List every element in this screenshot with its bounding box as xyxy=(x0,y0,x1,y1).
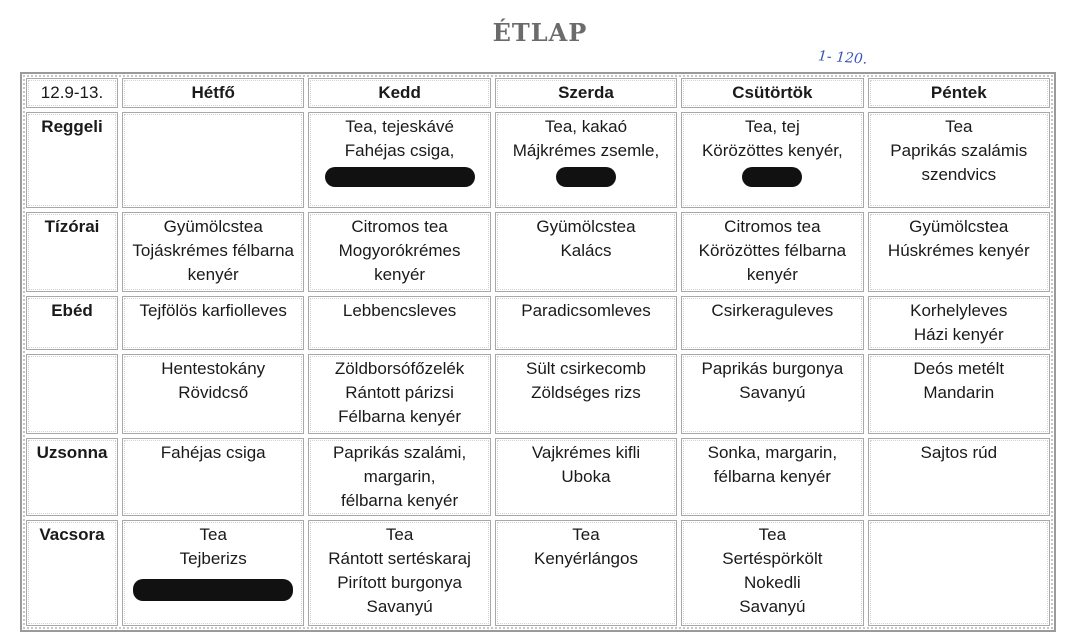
menu-item: Citromos tea xyxy=(351,217,448,236)
meal-row-lunch xyxy=(26,296,1050,350)
menu-item: Sertéspörkölt xyxy=(722,549,823,568)
menu-table xyxy=(20,72,1056,632)
menu-item: Tea xyxy=(758,525,787,544)
meal-row-breakfast xyxy=(26,112,1050,208)
menu-cell-monday xyxy=(122,212,304,292)
menu-item: Tea xyxy=(572,525,600,544)
menu-item: Savanyú xyxy=(739,597,806,616)
menu-item: Citromos tea xyxy=(724,217,821,236)
menu-item: Rövidcső xyxy=(178,383,249,402)
menu-item: Tea xyxy=(385,525,414,544)
redaction-mark xyxy=(325,167,475,187)
menu-item: Körözöttes félbarna xyxy=(698,241,847,260)
menu-item: Vajkrémes kifli xyxy=(531,443,641,462)
meal-label: Reggeli xyxy=(26,112,118,208)
menu-item: Tejberizs xyxy=(179,549,247,568)
menu-item: szendvics xyxy=(921,165,997,184)
day-header-friday: Péntek xyxy=(868,78,1050,108)
menu-cell-wednesday xyxy=(495,212,677,292)
menu-item: Paprikás burgonya xyxy=(701,359,844,378)
menu-cell-tuesday xyxy=(308,112,490,208)
menu-item: félbarna kenyér xyxy=(713,467,831,486)
menu-item: Zöldborsófőzelék xyxy=(334,359,465,378)
menu-cell-monday xyxy=(122,112,304,208)
redaction-mark xyxy=(556,167,616,187)
menu-cell-friday xyxy=(868,296,1050,350)
menu-item: Mogyorókrémes xyxy=(338,241,461,260)
menu-item: Sült csirkecomb xyxy=(525,359,646,378)
menu-item: Kalács xyxy=(560,241,612,260)
redaction-mark xyxy=(133,579,293,601)
menu-cell-thursday xyxy=(681,520,863,626)
menu-cell-wednesday xyxy=(495,520,677,626)
menu-item: Gyümölcstea xyxy=(909,217,1009,236)
meal-row-dinner xyxy=(26,520,1050,626)
menu-title: ÉTLAP xyxy=(492,18,588,47)
menu-cell-wednesday xyxy=(495,296,677,350)
menu-item: Gyümölcstea xyxy=(536,217,636,236)
menu-item: Fahéjas csiga xyxy=(160,443,266,462)
menu-item: Májkrémes zsemle, xyxy=(512,141,660,160)
menu-item: Tea, kakaó xyxy=(544,117,628,136)
menu-item: Savanyú xyxy=(739,383,806,402)
day-header-wednesday: Szerda xyxy=(495,78,677,108)
menu-cell-friday xyxy=(868,354,1050,434)
menu-item: kenyér xyxy=(374,265,426,284)
meal-row-snack-afternoon xyxy=(26,438,1050,516)
menu-cell-friday xyxy=(868,112,1050,208)
menu-item: félbarna kenyér xyxy=(340,491,459,510)
menu-cell-monday xyxy=(122,438,304,516)
menu-item: Tea xyxy=(945,117,973,136)
menu-item: Lebbencsleves xyxy=(342,301,457,320)
date-range: 12.9-13. xyxy=(26,78,118,108)
menu-cell-monday xyxy=(122,354,304,434)
menu-item: Paradicsomleves xyxy=(521,301,651,320)
day-header-tuesday: Kedd xyxy=(308,78,490,108)
meal-row-snack-morning xyxy=(26,212,1050,292)
menu-item: Uboka xyxy=(561,467,611,486)
menu-cell-friday xyxy=(868,438,1050,516)
menu-cell-tuesday xyxy=(308,520,490,626)
menu-item: Körözöttes kenyér, xyxy=(701,141,843,160)
menu-cell-friday xyxy=(868,212,1050,292)
menu-item: Savanyú xyxy=(366,597,433,616)
menu-item: kenyér xyxy=(187,265,239,284)
menu-cell-tuesday xyxy=(308,438,490,516)
meal-label: Ebéd xyxy=(26,296,118,350)
meal-row-lunch-main xyxy=(26,354,1050,434)
menu-cell-thursday xyxy=(681,212,863,292)
menu-item: Félbarna kenyér xyxy=(338,407,461,426)
meal-label: Vacsora xyxy=(26,520,118,626)
meal-label xyxy=(26,354,118,434)
menu-cell-tuesday xyxy=(308,296,490,350)
menu-item: Fahéjas csiga, xyxy=(344,141,455,160)
menu-cell-thursday xyxy=(681,354,863,434)
menu-item: Sajtos rúd xyxy=(920,443,998,462)
menu-item: Gyümölcstea xyxy=(163,217,263,236)
meal-label: Tízórai xyxy=(26,212,118,292)
handwritten-note: 1- 120. xyxy=(817,48,868,68)
menu-cell-thursday xyxy=(681,296,863,350)
menu-item: Tea xyxy=(199,525,227,544)
menu-item: Hentestokány xyxy=(161,359,266,378)
header-row xyxy=(26,78,1050,108)
menu-item: Paprikás szalámi, xyxy=(332,443,467,462)
menu-item: Rántott párizsi xyxy=(345,383,454,402)
menu-item: Mandarin xyxy=(923,383,995,402)
menu-item: Csirkeraguleves xyxy=(711,301,834,320)
menu-item: Tejfölös karfiolleves xyxy=(139,301,287,320)
menu-cell-monday xyxy=(122,520,304,626)
menu-item: Sonka, margarin, xyxy=(707,443,838,462)
menu-cell-wednesday xyxy=(495,354,677,434)
menu-item: Tea, tejeskávé xyxy=(345,117,454,136)
menu-item: Tojáskrémes félbarna xyxy=(132,241,294,260)
menu-item: Pirított burgonya xyxy=(337,573,462,592)
menu-cell-wednesday xyxy=(495,438,677,516)
redaction-mark xyxy=(742,167,802,187)
menu-item: Paprikás szalámis xyxy=(890,141,1028,160)
menu-item: Házi kenyér xyxy=(913,325,1004,344)
menu-item: Zöldséges rizs xyxy=(531,383,641,402)
menu-item: Nokedli xyxy=(744,573,801,592)
menu-item: Deós metélt xyxy=(913,359,1005,378)
menu-item: Tea, tej xyxy=(744,117,800,136)
menu-item: Rántott sertéskaraj xyxy=(328,549,471,568)
menu-cell-wednesday xyxy=(495,112,677,208)
menu-item: Kenyérlángos xyxy=(533,549,638,568)
day-header-thursday: Csütörtök xyxy=(681,78,863,108)
menu-cell-friday xyxy=(868,520,1050,626)
menu-cell-thursday xyxy=(681,112,863,208)
menu-cell-monday xyxy=(122,296,304,350)
day-header-monday: Hétfő xyxy=(122,78,304,108)
menu-item: Korhelyleves xyxy=(910,301,1008,320)
menu-item: Húskrémes kenyér xyxy=(887,241,1030,260)
meal-label: Uzsonna xyxy=(26,438,118,516)
menu-cell-thursday xyxy=(681,438,863,516)
menu-cell-tuesday xyxy=(308,354,490,434)
menu-item: margarin, xyxy=(363,467,436,486)
menu-item: kenyér xyxy=(746,265,798,284)
menu-cell-tuesday xyxy=(308,212,490,292)
